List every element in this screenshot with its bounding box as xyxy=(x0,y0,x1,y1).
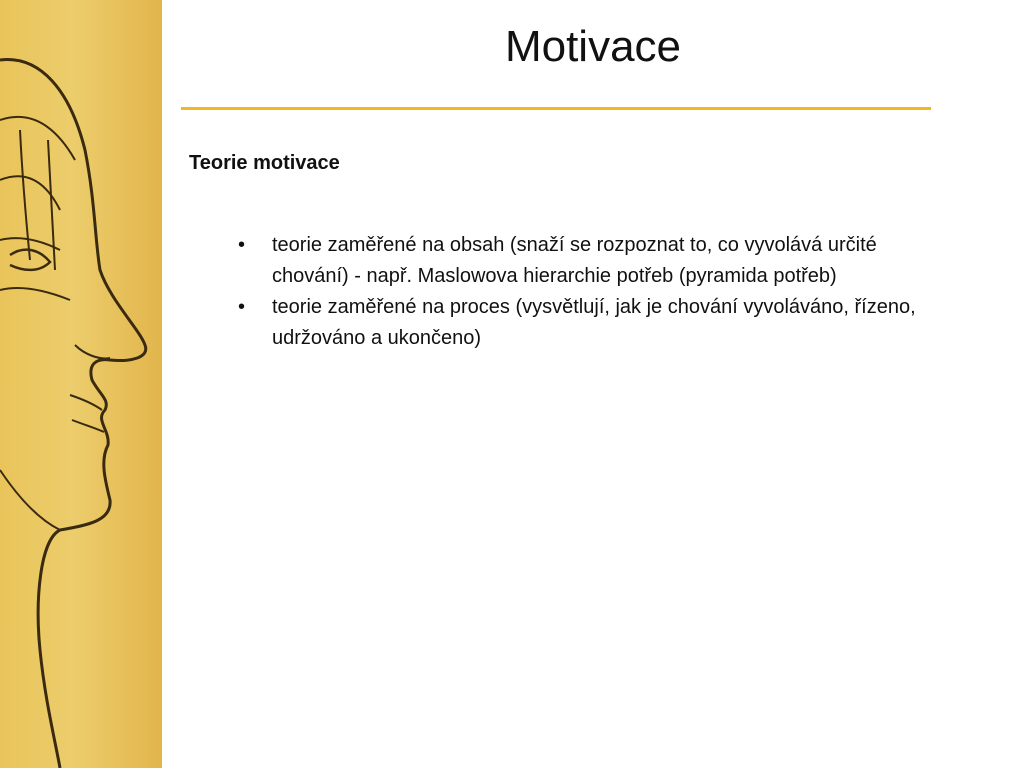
slide-title: Motivace xyxy=(504,22,682,71)
bullet-item xyxy=(238,292,938,354)
phrenology-head-illustration xyxy=(0,0,162,768)
bullet-icon: • xyxy=(238,296,246,318)
title-underline xyxy=(181,107,931,110)
section-heading: Teorie motivace xyxy=(189,152,340,174)
bullet-text: teorie zaměřené na obsah (snaží se rozpoznat to, co vyvolává určité chování) - např. Maslowova hierarchie potřeb (pyramida potřeb) xyxy=(272,234,877,287)
bullet-icon: • xyxy=(238,234,246,256)
bullet-item xyxy=(238,230,938,292)
bullet-text: teorie zaměřené na proces (vysvětlují, jak je chování vyvoláváno, řízeno, udržováno a ukončeno) xyxy=(272,296,916,349)
head-profile-drawing xyxy=(0,0,162,768)
bullet-list xyxy=(238,230,938,354)
